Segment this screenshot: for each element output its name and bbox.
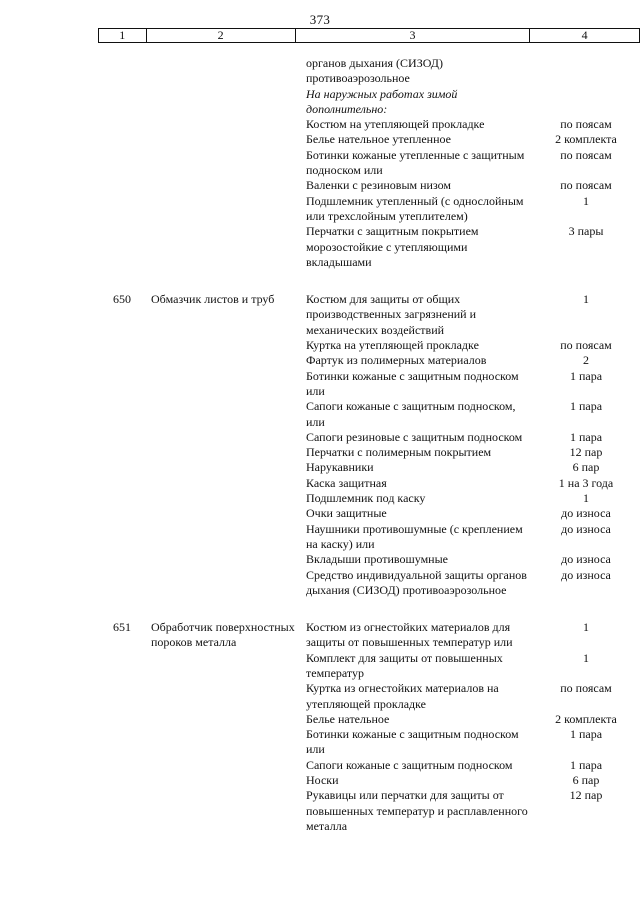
ppe-item-name: Перчатки с защитным покрытием морозостойкие с утепляющими вкладышами [306, 224, 479, 269]
profession-name: Обмазчик листов и труб [151, 292, 275, 307]
ppe-item-name: органов дыхания (СИЗОД) противоаэрозольное [306, 56, 443, 86]
ppe-item-name: Валенки с резиновым низом [306, 178, 452, 193]
ppe-item-row [306, 476, 640, 491]
column-header-2: 2 [146, 29, 295, 43]
ppe-item-row [306, 353, 640, 368]
ppe-item-row [306, 148, 640, 179]
ppe-item-name: Белье нательное [306, 711, 390, 726]
ppe-item-name: Средство индивидуальной защиты органов дыхания (СИЗОД) противоаэрозольное [306, 567, 527, 597]
ppe-item-norm: 1 пара [569, 757, 603, 772]
profession-section [0, 56, 640, 270]
ppe-item-row [306, 56, 640, 87]
ppe-item-row [306, 338, 640, 353]
column-header-3: 3 [295, 29, 529, 43]
ppe-item-norm: по поясам [560, 338, 612, 353]
ppe-item-name: Каска защитная [306, 475, 387, 490]
ppe-item-norm: по поясам [560, 178, 612, 193]
ppe-item-norm: 2 комплекта [555, 132, 617, 147]
ppe-item-row [306, 292, 640, 338]
norms-table-body [0, 56, 640, 834]
ppe-item-name: Подшлемник под каску [306, 491, 426, 506]
column-header-row [98, 28, 640, 43]
ppe-item-name: Подшлемник утепленный (с однослойным или трехслойным утеплителем) [306, 193, 524, 223]
ppe-item-norm: 1 пара [569, 727, 603, 742]
ppe-item-name: Ботинки кожаные с защитным подноском или [306, 368, 519, 398]
column-header-1: 1 [99, 29, 147, 43]
ppe-item-name: Куртка из огнестойких материалов на утепляющей прокладке [306, 681, 499, 711]
ppe-item-row [306, 224, 640, 270]
ppe-item-norm: до износа [561, 552, 611, 567]
ppe-item-name: Комплект для защиты от повышенных температур [306, 650, 503, 680]
column-header-4: 4 [530, 29, 640, 43]
ppe-item-row [306, 87, 640, 118]
ppe-item-name: Нарукавники [306, 460, 374, 475]
ppe-item-row [306, 568, 640, 599]
ppe-item-norm: 2 [583, 353, 589, 368]
ppe-item-norm: 1 [583, 620, 589, 635]
ppe-item-row [306, 369, 640, 400]
ppe-item-row [306, 788, 640, 834]
ppe-item-name: Рукавицы или перчатки для защиты от повышенных температур и расплавленного металла [306, 788, 528, 833]
ppe-item-row [306, 620, 640, 651]
ppe-item-norm: 12 пар [569, 788, 603, 803]
ppe-item-name: Носки [306, 773, 339, 788]
ppe-item-row [306, 758, 640, 773]
ppe-item-norm: 1 [583, 650, 589, 665]
ppe-item-norm: 1 пара [569, 399, 603, 414]
ppe-item-row [306, 651, 640, 682]
ppe-item-norm: до износа [561, 506, 611, 521]
ppe-item-name: Сапоги резиновые с защитным подноском [306, 429, 523, 444]
ppe-item-list [306, 56, 640, 270]
ppe-item-row [306, 117, 640, 132]
ppe-item-row [306, 712, 640, 727]
ppe-item-list [306, 620, 640, 834]
ppe-item-norm: 1 на 3 года [558, 475, 614, 490]
ppe-item-name: Костюм из огнестойких материалов для защиты от повышенных температур или [306, 620, 513, 650]
ppe-item-name: Ботинки кожаные утепленные с защитным подноском или [306, 147, 525, 178]
ppe-item-name: Фартук из полимерных материалов [306, 353, 487, 368]
ppe-item-row [306, 194, 640, 225]
ppe-item-name: Ботинки кожаные с защитным подноском или [306, 727, 519, 757]
ppe-item-row [306, 430, 640, 445]
ppe-item-norm: 2 комплекта [555, 711, 617, 726]
ppe-item-norm: по поясам [560, 147, 612, 162]
ppe-item-norm: 3 пары [568, 224, 604, 239]
ppe-item-name: Сапоги кожаные с защитным подноском [306, 757, 513, 772]
ppe-item-row [306, 552, 640, 567]
ppe-item-norm: 1 пара [569, 368, 603, 383]
ppe-item-norm: по поясам [560, 117, 612, 132]
ppe-item-row [306, 132, 640, 147]
ppe-item-row [306, 178, 640, 193]
ppe-item-row [306, 460, 640, 475]
ppe-item-name: Очки защитные [306, 506, 387, 521]
ppe-item-row [306, 506, 640, 521]
ppe-item-norm: 1 [583, 193, 589, 208]
ppe-item-name: Сапоги кожаные с защитным подноском, или [306, 399, 516, 429]
ppe-item-norm: 6 пар [572, 773, 600, 788]
page-number: 373 [309, 12, 331, 27]
ppe-item-row [306, 522, 640, 553]
profession-number: 650 [113, 292, 131, 307]
ppe-item-norm: до износа [561, 567, 611, 582]
ppe-item-name: Костюм для защиты от общих производственных загрязнений и механических воздействий [306, 292, 477, 337]
profession-section [0, 620, 640, 834]
ppe-item-norm: 6 пар [572, 460, 600, 475]
profession-number: 651 [113, 620, 131, 635]
ppe-item-name: Костюм на утепляющей прокладке [306, 117, 485, 132]
ppe-subheading: На наружных работах зимой дополнительно: [306, 86, 458, 116]
ppe-item-row [306, 491, 640, 506]
ppe-item-norm: до износа [561, 521, 611, 536]
ppe-item-row [306, 727, 640, 758]
ppe-item-row [306, 681, 640, 712]
ppe-item-norm: по поясам [560, 681, 612, 696]
ppe-item-name: Вкладыши противошумные [306, 552, 448, 567]
ppe-item-norm: 1 [583, 292, 589, 307]
profession-name: Обработчик поверхностных пороков металла [151, 620, 295, 650]
ppe-item-row [306, 773, 640, 788]
ppe-item-name: Куртка на утепляющей прокладке [306, 338, 479, 353]
ppe-item-list [306, 292, 640, 598]
ppe-item-name: Перчатки с полимерным покрытием [306, 445, 492, 460]
ppe-item-norm [532, 87, 640, 118]
ppe-item-norm [532, 56, 640, 87]
ppe-item-norm: 12 пар [569, 445, 603, 460]
profession-section [0, 292, 640, 598]
ppe-item-row [306, 445, 640, 460]
ppe-item-row [306, 399, 640, 430]
ppe-item-norm: 1 пара [569, 429, 603, 444]
ppe-item-name: Белье нательное утепленное [306, 132, 451, 147]
ppe-item-name: Наушники противошумные (с креплением на каску) или [306, 521, 523, 551]
ppe-item-norm: 1 [583, 491, 589, 506]
